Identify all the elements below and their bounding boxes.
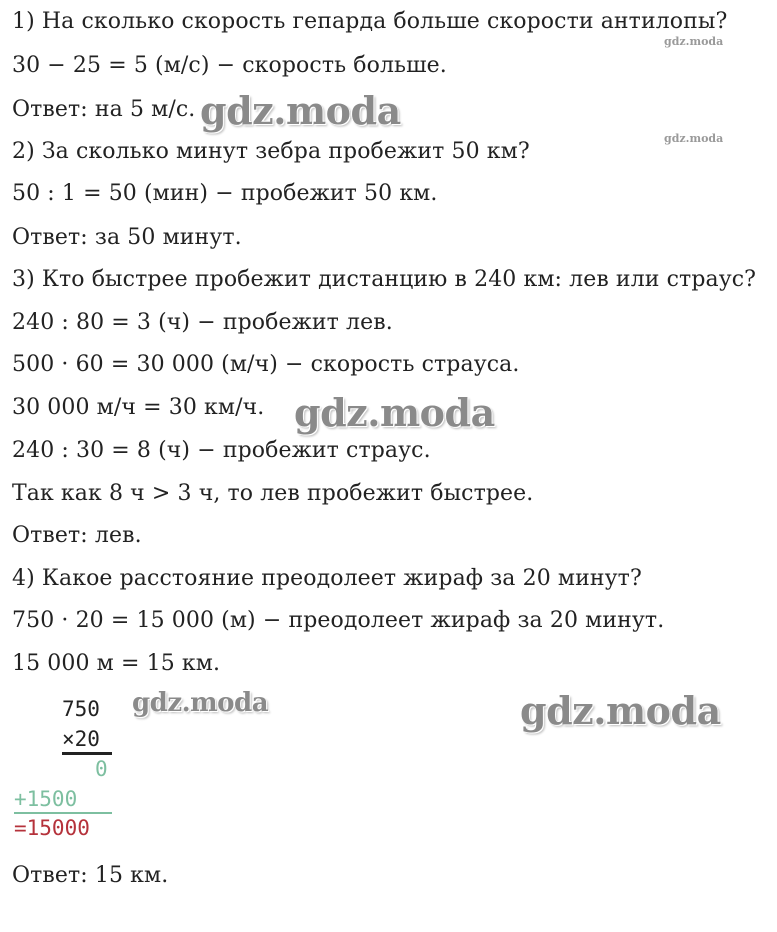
solution-3-step-2: 500 · 60 = 30 000 (м/ч) − скорость страуса.	[12, 352, 520, 377]
solution-3-step-1: 240 : 80 = 3 (ч) − пробежит лев.	[12, 310, 393, 335]
solution-2-step: 50 : 1 = 50 (мин) − пробежит 50 км.	[12, 181, 438, 206]
partial-product-2: +1500	[14, 787, 78, 811]
answer-1: Ответ: на 5 м/с.	[12, 97, 196, 122]
watermark-logo: gdz.moda	[200, 88, 401, 133]
solution-1-step: 30 − 25 = 5 (м/с) − скорость больше.	[12, 53, 447, 78]
solution-3-step-3: 30 000 м/ч = 30 км/ч.	[12, 395, 265, 420]
solution-3-step-4: 240 : 30 = 8 (ч) − пробежит страус.	[12, 438, 431, 463]
multiplicand: 750	[62, 697, 100, 721]
watermark-logo: gdz.moda	[132, 688, 269, 718]
solution-4-step-2: 15 000 м = 15 км.	[12, 651, 221, 676]
solution-4-step-1: 750 · 20 = 15 000 (м) − преодолеет жираф за 20 минут.	[12, 608, 665, 633]
watermark-small: gdz.moda	[664, 35, 724, 48]
product-result: =15000	[14, 816, 90, 840]
watermark-small: gdz.moda	[664, 132, 724, 145]
question-1: 1) На сколько скорость гепарда больше скорости антилопы?	[12, 9, 728, 34]
solution-3-step-5: Так как 8 ч > 3 ч, то лев пробежит быстрее.	[12, 481, 534, 506]
watermark-logo: gdz.moda	[294, 390, 495, 435]
answer-2: Ответ: за 50 минут.	[12, 225, 242, 250]
answer-4: Ответ: 15 км.	[12, 863, 169, 888]
question-4: 4) Какое расстояние преодолеет жираф за 20 минут?	[12, 566, 642, 591]
question-3: 3) Кто быстрее пробежит дистанцию в 240 км: лев или страус?	[12, 267, 757, 292]
partial-product-1: 0	[95, 757, 108, 781]
sum-rule	[14, 812, 112, 814]
multiplier: ×20	[62, 727, 100, 751]
multiplication-rule	[62, 752, 112, 755]
question-2: 2) За сколько минут зебра пробежит 50 км?	[12, 139, 530, 164]
answer-3: Ответ: лев.	[12, 523, 142, 548]
watermark-logo: gdz.moda	[520, 688, 721, 733]
